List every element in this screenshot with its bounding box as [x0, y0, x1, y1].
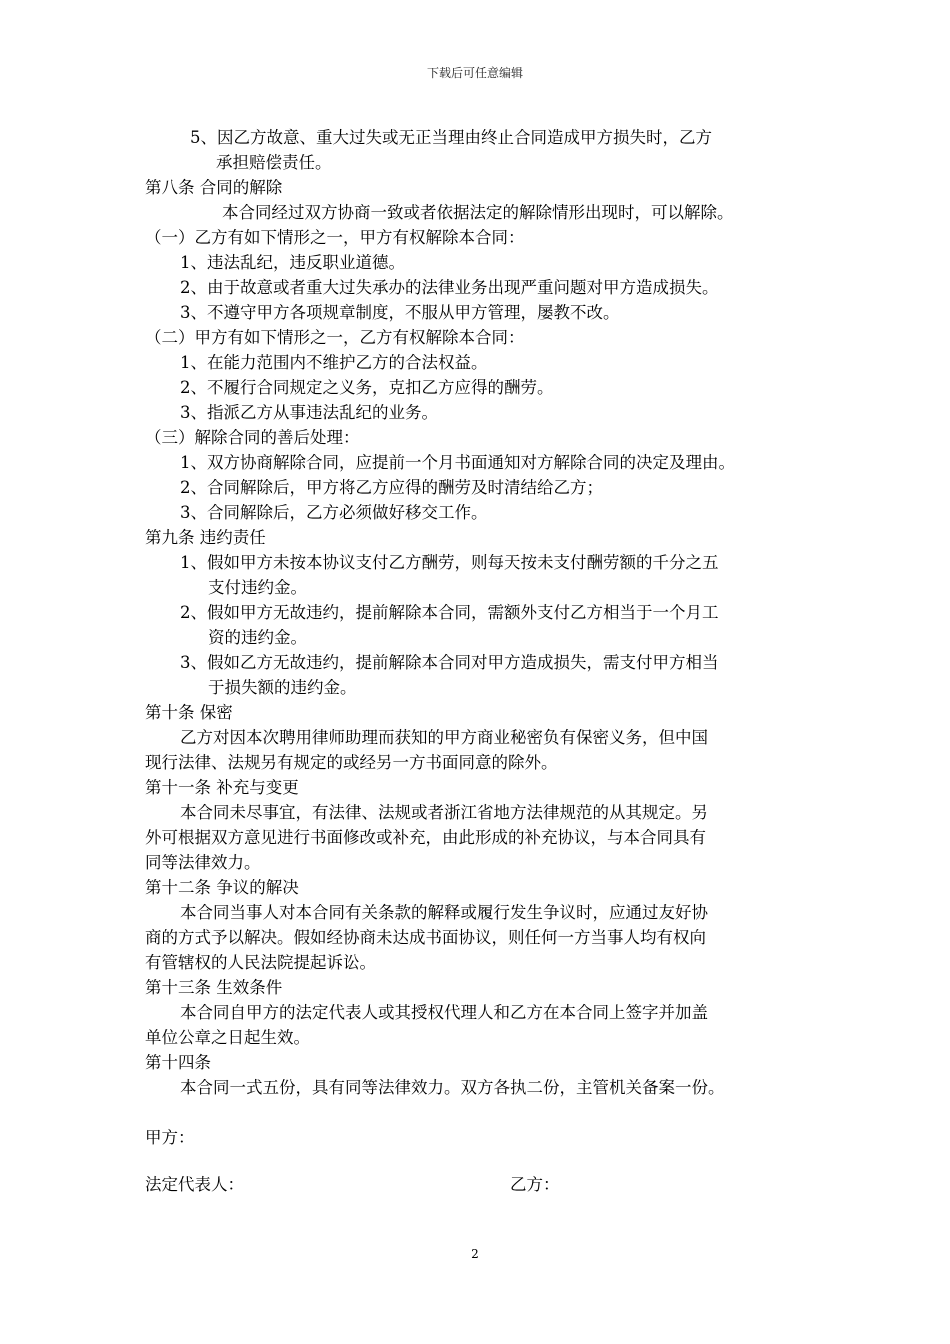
section-heading: 第九条 违约责任	[145, 528, 266, 547]
text-line: 本合同一式五份，具有同等法律效力。双方各执二份，主管机关备案一份。	[180, 1078, 725, 1097]
text-line: 承担赔偿责任。	[216, 153, 332, 172]
text-line: 现行法律、法规另有规定的或经另一方书面同意的除外。	[145, 753, 558, 772]
section-heading: 第十四条	[145, 1053, 211, 1072]
text-line: 有管辖权的人民法院提起诉讼。	[145, 953, 376, 972]
text-line: 同等法律效力。	[145, 853, 261, 872]
text-line: 本合同未尽事宜，有法律、法规或者浙江省地方法律规范的从其规定。另	[180, 803, 708, 822]
party-b-label: 乙方：	[510, 1175, 560, 1194]
text-line: 1、违法乱纪，违反职业道德。	[180, 253, 405, 272]
text-line: 本合同经过双方协商一致或者依据法定的解除情形出现时，可以解除。	[222, 203, 734, 222]
text-line: 外可根据双方意见进行书面修改或补充，由此形成的补充协议，与本合同具有	[145, 828, 706, 847]
text-line: 3、不遵守甲方各项规章制度，不服从甲方管理，屡教不改。	[180, 303, 620, 322]
text-line: 2、假如甲方无故违约，提前解除本合同，需额外支付乙方相当于一个月工	[180, 603, 719, 622]
text-line: 1、双方协商解除合同，应提前一个月书面通知对方解除合同的决定及理由。	[180, 453, 735, 472]
section-heading: 第八条 合同的解除	[145, 178, 283, 197]
legal-representative-label: 法定代表人：	[145, 1175, 244, 1194]
section-heading: 第十三条 生效条件	[145, 978, 283, 997]
text-line: 本合同自甲方的法定代表人或其授权代理人和乙方在本合同上签字并加盖	[180, 1003, 708, 1022]
text-line: 5、因乙方故意、重大过失或无正当理由终止合同造成甲方损失时，乙方	[190, 128, 712, 147]
text-line: 于损失额的违约金。	[208, 678, 357, 697]
text-line: 1、在能力范围内不维护乙方的合法权益。	[180, 353, 488, 372]
text-line: 3、指派乙方从事违法乱纪的业务。	[180, 403, 438, 422]
text-line: 2、合同解除后，甲方将乙方应得的酬劳及时清结给乙方；	[180, 478, 603, 497]
text-line: 商的方式予以解决。假如经协商未达成书面协议，则任何一方当事人均有权向	[145, 928, 706, 947]
text-line: 2、不履行合同规定之义务，克扣乙方应得的酬劳。	[180, 378, 554, 397]
text-line: 1、假如甲方未按本协议支付乙方酬劳，则每天按未支付酬劳额的千分之五	[180, 553, 719, 572]
party-a-label: 甲方：	[145, 1128, 195, 1147]
section-heading: 第十条 保密	[145, 703, 233, 722]
text-line: 本合同当事人对本合同有关条款的解释或履行发生争议时，应通过友好协	[180, 903, 708, 922]
text-line: 2、由于故意或者重大过失承办的法律业务出现严重问题对甲方造成损失。	[180, 278, 719, 297]
text-line: （二）甲方有如下情形之一，乙方有权解除本合同：	[145, 328, 525, 347]
text-line: 支付违约金。	[208, 578, 307, 597]
text-line: 资的违约金。	[208, 628, 307, 647]
text-line: 乙方对因本次聘用律师助理而获知的甲方商业秘密负有保密义务，但中国	[180, 728, 708, 747]
text-line: （一）乙方有如下情形之一，甲方有权解除本合同：	[145, 228, 525, 247]
section-heading: 第十二条 争议的解决	[145, 878, 299, 897]
text-line: 单位公章之日起生效。	[145, 1028, 310, 1047]
section-heading: 第十一条 补充与变更	[145, 778, 299, 797]
text-line: 3、合同解除后，乙方必须做好移交工作。	[180, 503, 488, 522]
page-header: 下载后可任意编辑	[426, 66, 523, 80]
page-number: 2	[471, 1247, 479, 1261]
text-line: 3、假如乙方无故违约，提前解除本合同对甲方造成损失，需支付甲方相当	[180, 653, 719, 672]
text-line: （三）解除合同的善后处理：	[145, 428, 360, 447]
